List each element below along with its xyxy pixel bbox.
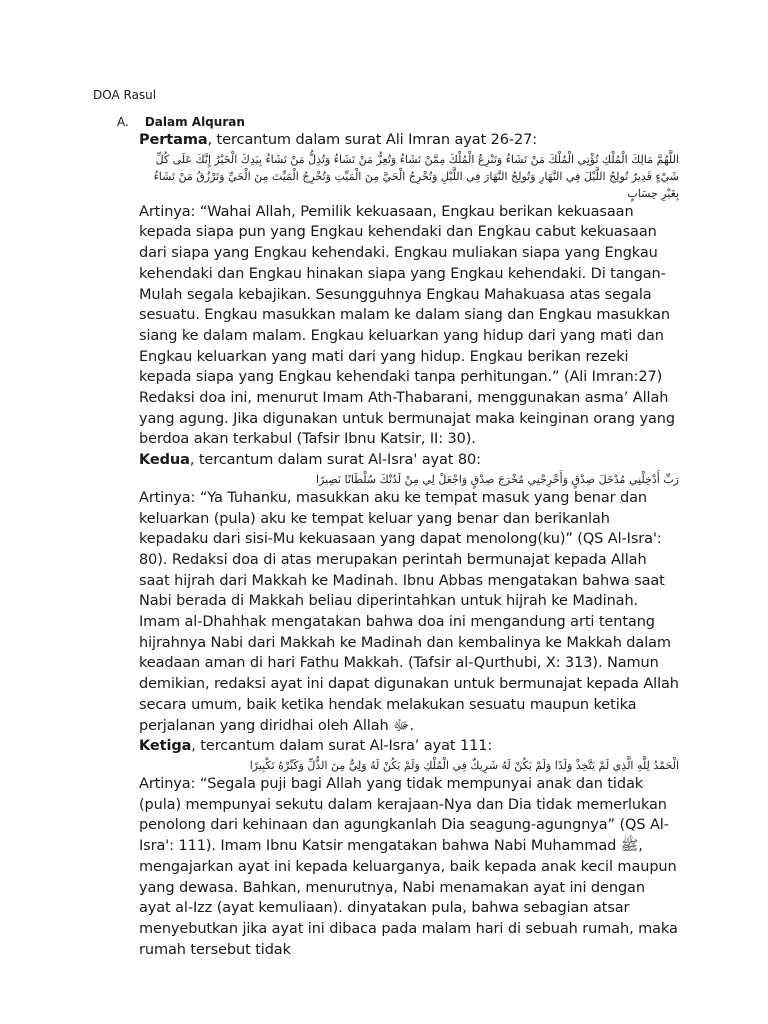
document-content: [139, 130, 679, 960]
item-heading: Pertama: [139, 132, 208, 148]
item-body: Artinya: “Ya Tuhanku, masukkan aku ke tempat masuk yang benar dan keluarkan (pula) aku ke tempat keluar yang benar dan berikanlah kepadaku dari sisi-Mu kekuasaan yang dapat menolong(ku)” (QS Al-Isra': 80). Redaksi doa di atas merupakan perintah bermunajat kepada Allah saat hijrah dari Makkah ke Madinah. Ibnu Abbas mengatakan bahwa saat Nabi berada di Makkah beliau diperintahkan untuk hijrah ke Madinah. Imam al-Dhahhak mengatakan bahwa doa ini mengandung arti tentang hijrahnya Nabi dari Makkah ke Madinah dan kembalinya ke Makkah dalam keadaan aman di hari Fathu Makkah. (Tafsir al-Qurthubi, X: 313). Namun demikian, redaksi ayat ini dapat digunakan untuk bermunajat kepada Allah secara umum, baik ketika hendak melakukan sesuatu maupun ketika perjalanan yang diridhai oleh Allah ﷻ.: [139, 489, 679, 734]
item-intro: , tercantum dalam surat Ali Imran ayat 26-27:: [207, 132, 538, 148]
doa-item-ketiga: [139, 736, 679, 960]
arabic-verse: الْحَمْدُ لِلَّهِ الَّذِي لَمْ يَتَّخِذْ وَلَدًا وَلَمْ يَكُنْ لَهُ شَرِيكٌ فِي الْمُلْكِ وَلَمْ يَكُنْ لَهُ وَلِيٌّ مِنَ الذُّلِّ وَكَبِّرْهُ تَكْبِيرًا: [249, 758, 679, 772]
item-intro: , tercantum dalam surat Al-Isra' ayat 80:: [189, 452, 481, 469]
doa-item-kedua: [139, 450, 679, 736]
doa-item-pertama: [139, 130, 679, 450]
section-label: Dalam Alquran: [144, 115, 245, 129]
section-heading: [117, 115, 245, 129]
item-heading: Kedua: [139, 452, 190, 469]
item-heading: Ketiga: [139, 738, 192, 755]
arabic-verse: اللَّهُمَّ مَالِكَ الْمُلْكِ تُؤْتِي الْمُلْكَ مَنْ تَشَاءُ وَتَنْزِعُ الْمُلْكَ مِمَّنْ تَشَاءُ وَتُعِزُّ مَنْ تَشَاءُ وَتُذِلُّ مَنْ تَشَاءُ بِيَدِكَ الْخَيْرُ إِنَّكَ عَلَى كُلِّ شَيْءٍ قَدِيرٌ تُولِجُ اللَّيْلَ فِي النَّهَارِ وَتُولِجُ النَّهَارَ فِي اللَّيْلِ وَتُخْرِجُ الْحَيَّ مِنَ الْمَيِّتِ وَتُخْرِجُ الْمَيِّتَ مِنَ الْحَيِّ وَتَرْزُقُ مَنْ تَشَاءُ بِغَيْرِ حِسَابٍ: [153, 152, 679, 200]
section-letter: A.: [117, 115, 129, 129]
item-body: Artinya: “Wahai Allah, Pemilik kekuasaan, Engkau berikan kekuasaan kepada siapa pun yang Engkau kehendaki dan Engkau cabut kekuasaan dari siapa yang Engkau kehendaki. Engkau muliakan siapa yang Engkau kehendaki dan Engkau hinakan siapa yang Engkau kehendaki. Di tangan-Mulah segala kebajikan. Sesungguhnya Engkau Mahakuasa atas segala sesuatu. Engkau masukkan malam ke dalam siang dan Engkau masukkan siang ke dalam malam. Engkau keluarkan yang hidup dari yang mati dan Engkau keluarkan yang mati dari yang hidup. Engkau berikan rezeki kepada siapa yang Engkau kehendaki tanpa perhitungan.” (Ali Imran:27) Redaksi doa ini, menurut Imam Ath-Thabarani, menggunakan asma’ Allah yang agung. Jika digunakan untuk bermunajat maka keinginan orang yang berdoa akan terkabul (Tafsir Ibnu Katsir, II: 30).: [139, 203, 675, 448]
item-intro: , tercantum dalam surat Al-Isra’ ayat 111:: [191, 738, 493, 755]
document-title: DOA Rasul: [93, 88, 157, 102]
arabic-verse: رَبِّ أَدْخِلْنِي مُدْخَلَ صِدْقٍ وَأَخْرِجْنِي مُخْرَجَ صِدْقٍ وَاجْعَلْ لِي مِنْ لَدُنْكَ سُلْطَانًا نَصِيرًا: [315, 472, 679, 486]
item-body: Artinya: “Segala puji bagi Allah yang tidak mempunyai anak dan tidak (pula) mempunyai sekutu dalam kerajaan-Nya dan Dia tidak memerlukan penolong dari kehinaan dan agungkanlah Dia seagung-agungnya” (QS Al-Isra': 111). Imam Ibnu Katsir mengatakan bahwa Nabi Muhammad ﷺ, mengajarkan ayat ini kepada keluarganya, baik kepada anak kecil maupun yang dewasa. Bahkan, menurutnya, Nabi menamakan ayat ini dengan ayat al-Izz (ayat kemuliaan). dinyatakan pula, bahwa sebagian atsar menyebutkan jika ayat ini dibaca pada malam hari di sebuah rumah, maka rumah tersebut tidak: [139, 775, 678, 958]
